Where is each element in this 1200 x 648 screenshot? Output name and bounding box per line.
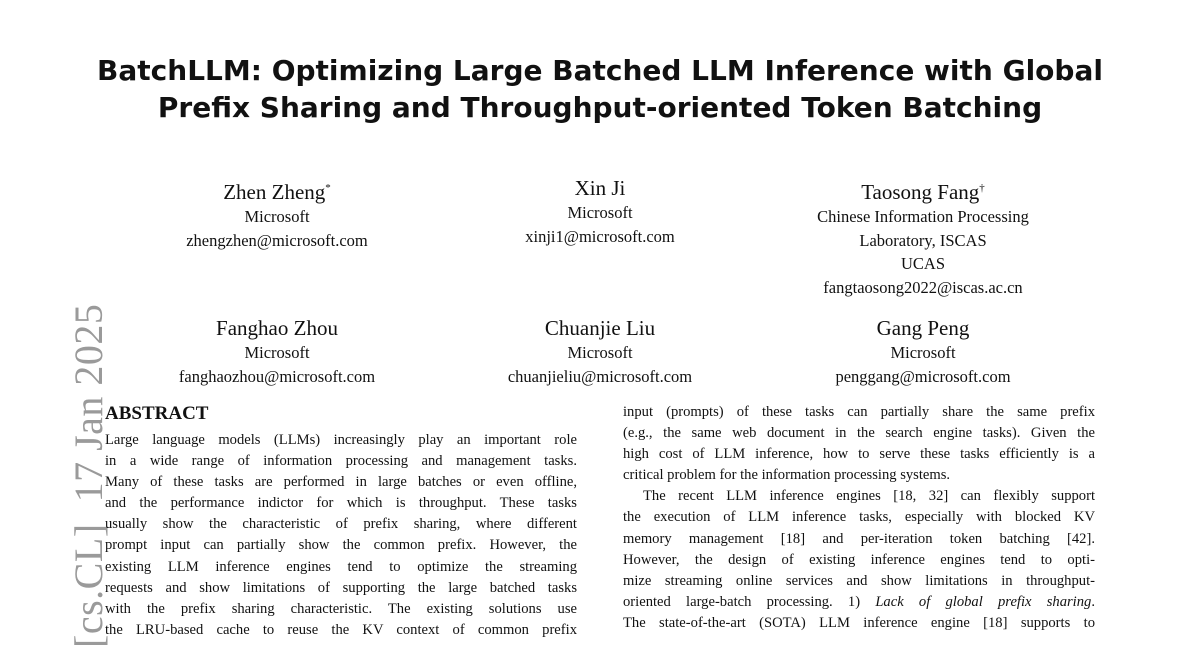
- text-line: usually show the characteristic of prefix sharing, where different: [105, 516, 577, 533]
- text-line: in a wide range of information processing and management tasks.: [105, 453, 577, 470]
- title-line-2: Prefix Sharing and Throughput-oriented Token Batching: [157, 91, 1043, 124]
- author-email: zhengzhen@microsoft.com: [186, 230, 368, 250]
- author-name: Taosong Fang†: [861, 180, 985, 204]
- author-email: penggang@microsoft.com: [835, 366, 1011, 386]
- author-affiliation: Microsoft: [567, 203, 633, 222]
- text-line: with the prefix sharing characteristic. The existing solutions use: [105, 600, 577, 617]
- text-line: Large language models (LLMs) increasingly play an important role: [105, 432, 577, 448]
- author-email: chuanjieliu@microsoft.com: [507, 366, 693, 386]
- author-name: Fanghao Zhou: [216, 316, 338, 340]
- abstract-heading: ABSTRACT: [105, 403, 209, 424]
- text-line: requests and show limitations of supporting the large batched tasks: [105, 579, 577, 596]
- author-block-4: [97, 315, 457, 388]
- author-affiliation: Chinese Information Processing: [817, 207, 1029, 226]
- text-line: The recent LLM inference engines [18, 32] can flexibly support: [643, 488, 1095, 505]
- author-affiliation: Microsoft: [244, 207, 310, 226]
- author-block-5: [420, 315, 780, 388]
- author-block-6: [743, 315, 1103, 388]
- abstract-paragraph: [105, 430, 577, 641]
- abstract-section: [105, 402, 577, 641]
- author-affiliation: Microsoft: [890, 343, 956, 362]
- author-email: fanghaozhou@microsoft.com: [178, 366, 376, 386]
- author-affiliation: Microsoft: [244, 343, 310, 362]
- author-name: Gang Peng: [876, 316, 970, 340]
- text-line: critical problem for the information processing systems.: [623, 467, 951, 484]
- author-affiliation: Microsoft: [567, 343, 633, 362]
- text-line: the execution of LLM inference tasks, especially with blocked KV: [623, 509, 1095, 526]
- text-line: prompt input can partially show the common prefix. However, the: [105, 537, 577, 554]
- text-line: mize streaming online services and show limitations in throughput-: [623, 572, 1095, 589]
- text-line: memory management [18] and per-iteration token batching [42].: [623, 530, 1095, 547]
- text-line: However, the design of existing inference engines tend to opti-: [623, 551, 1095, 568]
- body-paragraph-2: [623, 486, 1095, 634]
- author-email: fangtaosong2022@iscas.ac.cn: [823, 277, 1023, 297]
- text-line: input (prompts) of these tasks can partially share the same prefix: [623, 404, 1095, 420]
- paper-title: [60, 52, 1140, 126]
- body-paragraph-1: [623, 402, 1095, 486]
- author-name: Chuanjie Liu: [544, 316, 656, 340]
- author-email: xinji1@microsoft.com: [525, 226, 675, 246]
- arxiv-side-stamp: [cs.CL] 17 Jan 2025: [66, 303, 111, 648]
- author-affiliation: Laboratory, ISCAS: [859, 230, 987, 250]
- author-affiliation: UCAS: [900, 254, 945, 273]
- body-text-right: [623, 402, 1095, 634]
- text-line: existing LLM inference engines tend to optimize the streaming: [105, 558, 577, 575]
- text-line: The state-of-the-art (SOTA) LLM inference engine [18] supports to: [623, 614, 1095, 631]
- text-line: (e.g., the same web document in the search engine tasks). Given the: [623, 425, 1095, 442]
- emphasis-text: Lack of global prefix sharing: [875, 593, 1092, 610]
- text-line: Many of these tasks are performed in large batches or even offline,: [105, 474, 577, 491]
- text-line: and the performance indictor for which is throughput. These tasks: [105, 495, 577, 512]
- text-line: high cost of LLM inference, how to serve these tasks efficiently is a: [623, 446, 1095, 463]
- text-line-with-emphasis: oriented large-batch processing. 1) Lack of global prefix sharing.: [623, 593, 1095, 610]
- text-line: the LRU-based cache to reuse the KV context of common prefix: [105, 621, 577, 638]
- author-block-3: [743, 175, 1103, 299]
- author-name: Xin Ji: [574, 176, 626, 200]
- author-name: Zhen Zheng*: [223, 180, 331, 204]
- author-block-1: [97, 175, 457, 252]
- title-line-1: BatchLLM: Optimizing Large Batched LLM Inference with Global: [97, 54, 1103, 87]
- author-block-2: [420, 175, 780, 248]
